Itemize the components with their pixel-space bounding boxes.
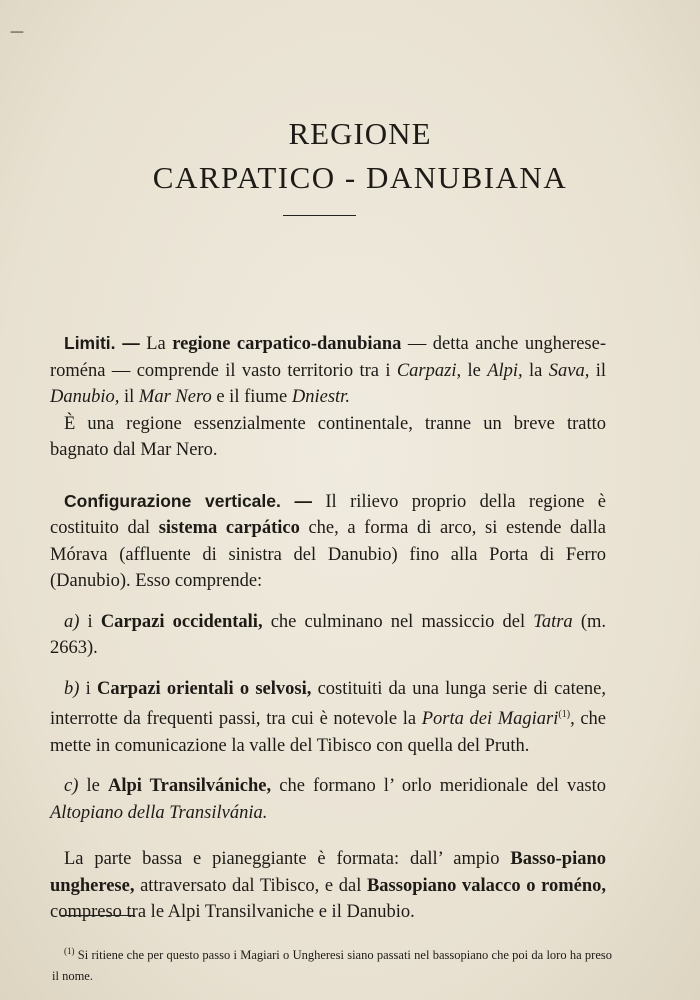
bold-term: Carpazi occidentali, bbox=[100, 611, 263, 632]
text-run: le bbox=[461, 360, 488, 381]
text-run: che culminano nel massiccio del bbox=[262, 611, 534, 632]
text-run: — detta anche ungherese-roména — comprende il vasto territorio tra i bbox=[50, 334, 606, 381]
text-run: Il rilievo proprio della regione è costituito dal bbox=[50, 491, 606, 538]
text-run: , che mette in comunicazione la valle del Tibisco con quella del Pruth. bbox=[50, 709, 606, 756]
italic-term: Mar Nero bbox=[138, 387, 212, 407]
text-run: i bbox=[79, 678, 97, 699]
text-run: e il fiume bbox=[211, 387, 292, 407]
text-run: La parte bassa e pianeggiante è formata: dall’ ampio bbox=[64, 849, 511, 870]
italic-term: Altopiano della Transilvánia. bbox=[50, 802, 268, 823]
heading-configurazione: Configurazione verticale. — bbox=[64, 490, 312, 511]
footnote-divider bbox=[60, 915, 135, 916]
paragraph-configurazione bbox=[50, 488, 606, 595]
italic-term: Danubio, bbox=[50, 387, 120, 407]
bold-term: Alpi Transilvániche, bbox=[107, 776, 272, 797]
text-run: È una regione essenzialmente continentale, tranne un breve tratto bagnato dal Mar Nero. bbox=[50, 413, 606, 460]
text-run: che formano l’ orlo meridionale del vasto bbox=[271, 776, 606, 797]
bold-term: Bassopiano valacco o roméno, bbox=[366, 875, 606, 896]
italic-term: Dniestr. bbox=[291, 387, 350, 407]
italic-term: Alpi, bbox=[487, 360, 523, 381]
footnote-reference[interactable]: (1) bbox=[558, 709, 571, 720]
list-item-b bbox=[50, 676, 606, 760]
chapter-title bbox=[0, 112, 700, 200]
text-run: (m. 2663). bbox=[50, 611, 606, 658]
italic-term: Porta dei Magiari bbox=[421, 709, 559, 730]
italic-term: Tatra bbox=[533, 611, 573, 632]
italic-term: Sava, bbox=[548, 360, 590, 381]
heading-limiti: Limiti. — bbox=[64, 333, 140, 353]
paragraph-limiti bbox=[50, 330, 606, 464]
text-run: la bbox=[522, 360, 549, 381]
italic-term: Carpazi, bbox=[396, 360, 462, 381]
corner-mark: — bbox=[10, 24, 24, 40]
text-run: il bbox=[589, 360, 606, 381]
text-run: compreso tra le Alpi Transilvaniche e il Danubio. bbox=[50, 902, 415, 923]
text-run: i bbox=[79, 611, 101, 632]
item-label: b) bbox=[64, 678, 80, 699]
text-run: le bbox=[78, 776, 108, 797]
list-item-a bbox=[50, 609, 606, 662]
bold-term: sistema carpático bbox=[158, 518, 300, 538]
paragraph-parte-bassa bbox=[50, 846, 606, 926]
footnote bbox=[52, 941, 612, 987]
text-run: costituiti da una lunga serie di catene, interrotte da frequenti passi, tra cui è notevole la bbox=[50, 678, 607, 730]
bold-term: Carpazi orientali o selvosi, bbox=[96, 678, 312, 699]
text-run: La bbox=[139, 334, 173, 354]
text-run: che, a forma di arco, si estende dalla Mórava (affluente di sinistra del Danubio) fino alla Porta di Ferro (Danubio). Esso comprende: bbox=[50, 518, 607, 591]
text-run: attraversato dal Tibisco, e dal bbox=[134, 875, 367, 896]
bold-term: regione carpatico-danubiana bbox=[172, 334, 402, 354]
text-run: il bbox=[119, 387, 139, 407]
bold-term: Basso-piano ungherese, bbox=[50, 849, 606, 896]
list-item-c bbox=[50, 773, 606, 826]
item-label: c) bbox=[64, 776, 79, 797]
item-label: a) bbox=[64, 611, 80, 632]
footnote-text: Si ritiene che per questo passo i Magiari o Ungheresi siano passati nel bassopiano che poi da loro ha preso il nome. bbox=[52, 947, 612, 983]
title-line-1: REGIONE bbox=[288, 116, 432, 151]
title-line-2: CARPATICO - DANUBIANA bbox=[152, 160, 568, 195]
footnote-marker: (1) bbox=[64, 945, 75, 956]
title-divider bbox=[283, 215, 356, 216]
body-text bbox=[50, 330, 606, 950]
